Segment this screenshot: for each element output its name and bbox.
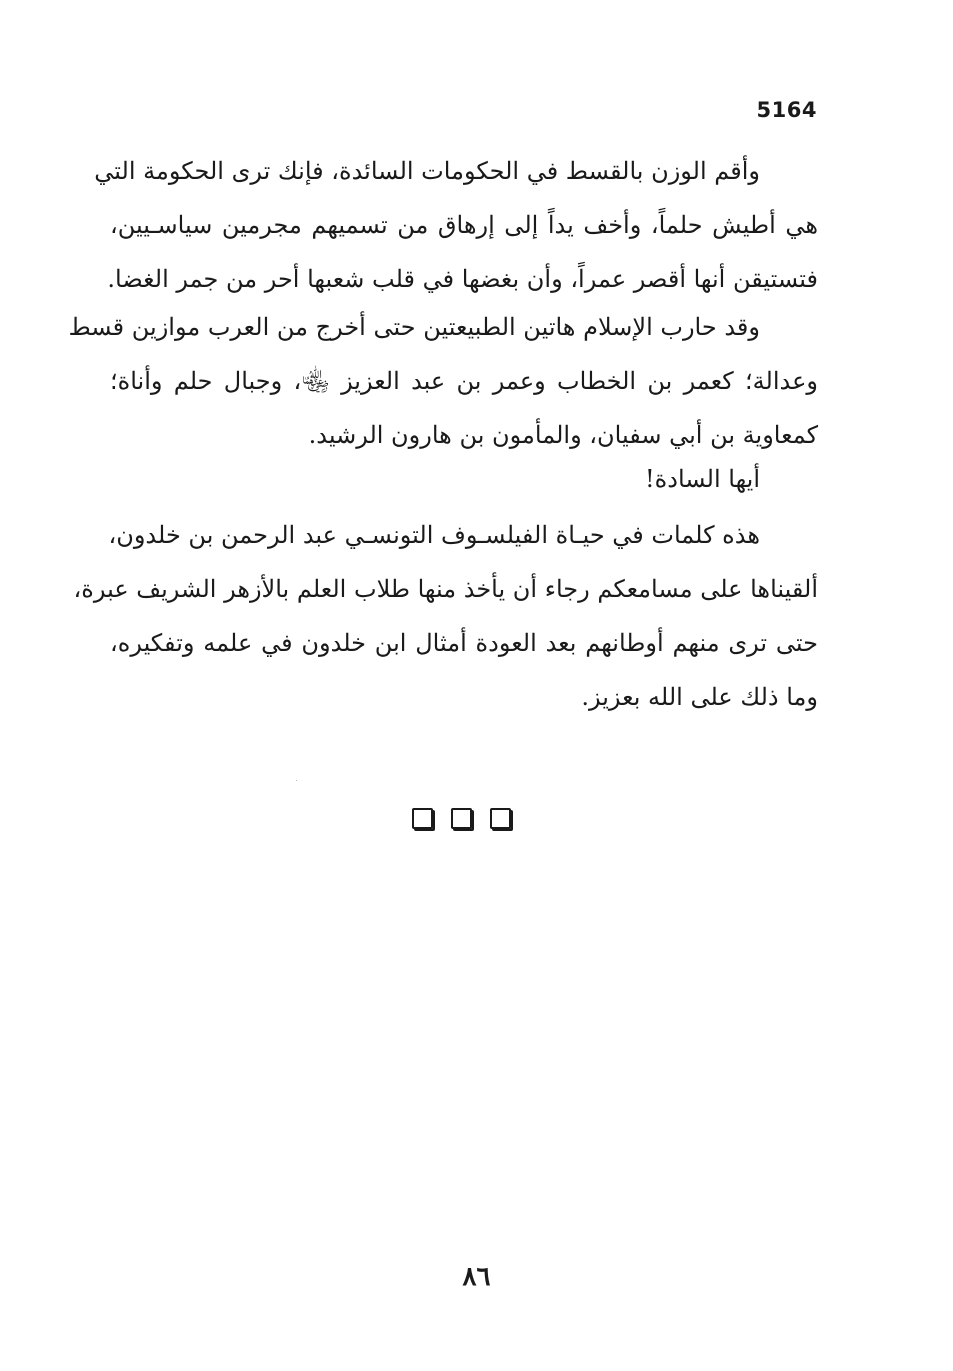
square-ornament-icon [451,808,472,829]
text-line: وعدالة؛ كعمر بن الخطاب وعمر بن عبد العزيز ﵄، وجبال حلم وأناة؛ [110,367,818,395]
page-id: 5164 [756,98,817,122]
text-line: فتستيقن أنها أقصر عمراً، وأن بغضها في قلب شعبها أحر من جمر الغضا. [107,265,818,293]
scan-speck [296,780,297,781]
text-line: حتى ترى منهم أوطانهم بعد العودة أمثال ابن خلدون في علمه وتفكيره، [110,629,818,657]
text-line: هي أطيش حلماً، وأخف يداً إلى إرهاق من تسميهم مجرمين سياسـيين، [110,211,818,239]
heading-line: أيها السادة! [645,465,760,493]
text-line: وأقم الوزن بالقسط في الحكومات السائدة، فإنك ترى الحكومة التي [94,157,760,185]
paragraph-2 [68,300,818,462]
page-number: ٨٦ [462,1262,491,1292]
text-line: وقد حارب الإسلام هاتين الطبيعتين حتى أخرج من العرب موازين قسط [68,313,760,341]
text-line: هذه كلمات في حيـاة الفيلسـوف التونسـي عبد الرحمن بن خلدون، [108,521,760,549]
text-line: ألقيناها على مسامعكم رجاء أن يأخذ منها طلاب العلم بالأزهر الشريف عبرة، [73,575,818,603]
section-separator [412,808,511,829]
paragraph-4 [73,508,818,724]
square-ornament-icon [490,808,511,829]
paragraph-1 [94,144,818,306]
square-ornament-icon [412,808,433,829]
text-line: وما ذلك على الله بعزيز. [581,683,818,711]
paragraph-3-heading [110,452,818,506]
text-line: كمعاوية بن أبي سفيان، والمأمون بن هارون الرشيد. [308,421,818,449]
